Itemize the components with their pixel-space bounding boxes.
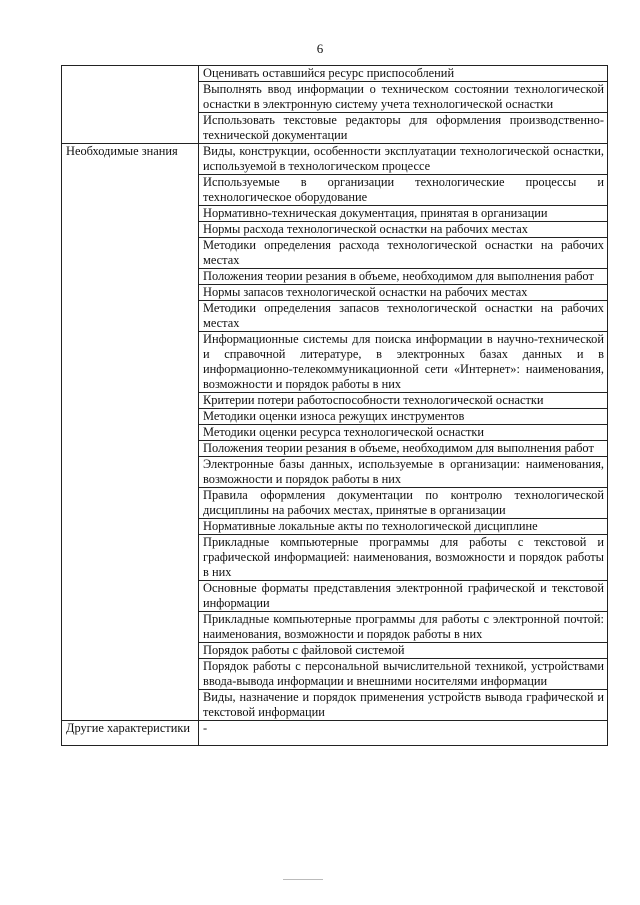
skill-item: Выполнять ввод информации о техническом состоянии технологической оснастки в электронную систему учета технологической оснастки — [199, 82, 608, 113]
knowledge-item: Порядок работы с персональной вычислительной техникой, устройствами ввода-вывода информации и внешними носителями информации — [199, 659, 608, 690]
knowledge-item: Виды, конструкции, особенности эксплуатации технологической оснастки, используемой в технологическом процессе — [199, 144, 608, 175]
knowledge-item: Нормативно-техническая документация, принятая в организации — [199, 206, 608, 222]
knowledge-item: Методики определения запасов технологической оснастки на рабочих местах — [199, 301, 608, 332]
table-row — [62, 66, 608, 82]
knowledge-item: Информационные системы для поиска информации в научно-технической и справочной литературе, в электронных базах данных и в информационно-телекоммуникационной сети «Интернет»: наименования, возможности и порядок работы в них — [199, 332, 608, 393]
knowledge-item: Прикладные компьютерные программы для работы с электронной почтой: наименования, возможности и порядок работы в них — [199, 612, 608, 643]
knowledge-item: Порядок работы с файловой системой — [199, 643, 608, 659]
knowledge-item: Электронные базы данных, используемые в организации: наименования, возможности и порядок работы в них — [199, 457, 608, 488]
knowledge-item: Нормы запасов технологической оснастки на рабочих местах — [199, 285, 608, 301]
knowledge-item: Нормативные локальные акты по технологической дисциплине — [199, 519, 608, 535]
knowledge-item: Положения теории резания в объеме, необходимом для выполнения работ — [199, 441, 608, 457]
skill-item: Оценивать оставшийся ресурс приспособлений — [199, 66, 608, 82]
knowledge-item: Методики оценки износа режущих инструментов — [199, 409, 608, 425]
scan-artifact-line — [283, 879, 323, 880]
table-body — [62, 66, 608, 746]
empty-label-cell — [62, 66, 199, 144]
table-row — [62, 721, 608, 746]
knowledge-item: Используемые в организации технологические процессы и технологическое оборудование — [199, 175, 608, 206]
knowledge-label: Необходимые знания — [62, 144, 199, 721]
knowledge-item: Правила оформления документации по контролю технологической дисциплины на рабочих местах, принятые в организации — [199, 488, 608, 519]
skill-item: Использовать текстовые редакторы для оформления производственно-технической документации — [199, 113, 608, 144]
other-value: - — [199, 721, 608, 746]
page-number: 6 — [316, 41, 324, 56]
table-row — [62, 144, 608, 175]
knowledge-item: Прикладные компьютерные программы для работы с текстовой и графической информацией: наименования, возможности и порядок работы в них — [199, 535, 608, 581]
knowledge-item: Критерии потери работоспособности технологической оснастки — [199, 393, 608, 409]
other-label: Другие характеристики — [62, 721, 199, 746]
knowledge-item: Положения теории резания в объеме, необходимом для выполнения работ — [199, 269, 608, 285]
knowledge-item: Нормы расхода технологической оснастки на рабочих местах — [199, 222, 608, 238]
knowledge-item: Методики определения расхода технологической оснастки на рабочих местах — [199, 238, 608, 269]
knowledge-table — [61, 65, 608, 746]
knowledge-item: Виды, назначение и порядок применения устройств вывода графической и текстовой информации — [199, 690, 608, 721]
knowledge-item: Методики оценки ресурса технологической оснастки — [199, 425, 608, 441]
knowledge-item: Основные форматы представления электронной графической и текстовой информации — [199, 581, 608, 612]
